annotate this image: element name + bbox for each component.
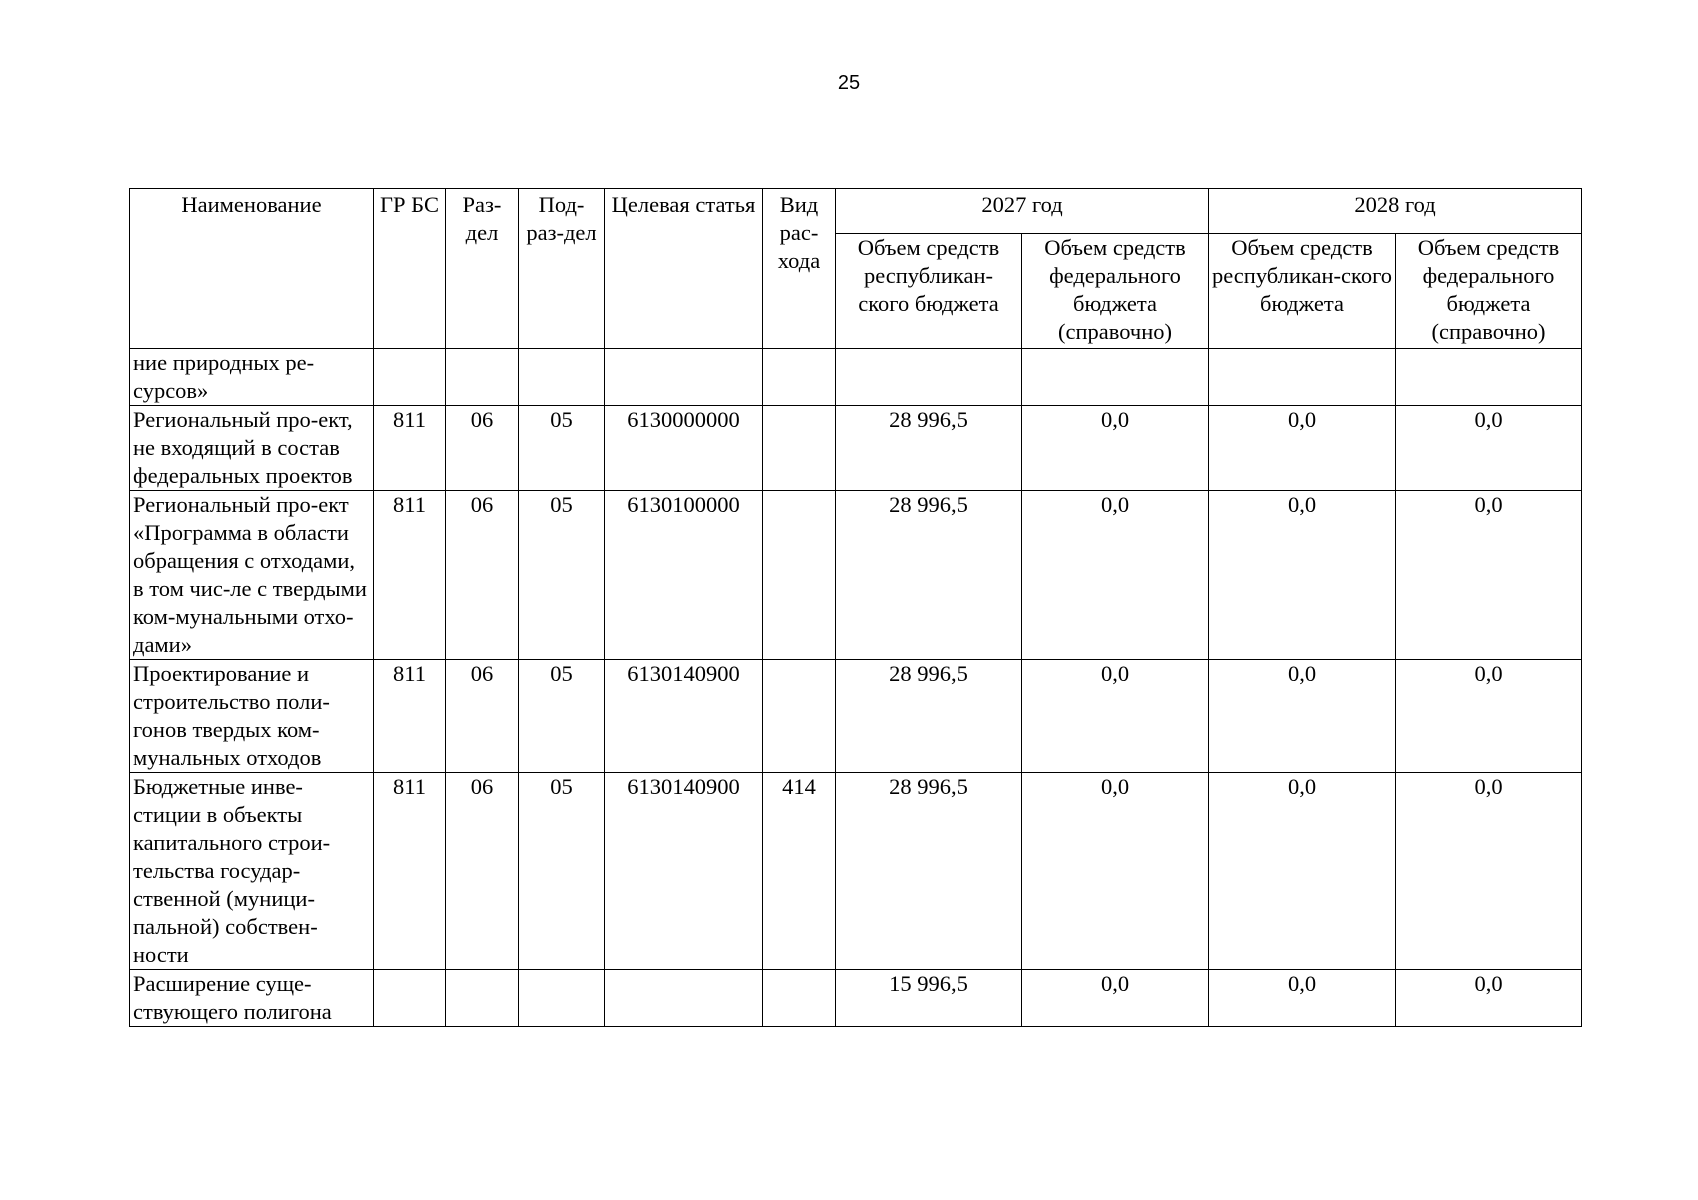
cell-grbs [374, 349, 446, 406]
table-row [130, 491, 1582, 660]
cell-fed-2028: 0,0 [1396, 970, 1582, 1027]
header-fed-budget-2028: Объем средств федерального бюджета (справочно) [1396, 234, 1582, 349]
cell-rep-2028: 0,0 [1209, 773, 1396, 970]
cell-razdel [446, 349, 519, 406]
cell-celevaya-statya: 6130000000 [605, 406, 763, 491]
table-body [130, 349, 1582, 1027]
cell-name: Региональный про-ект «Программа в области обращения с отходами, в том чис-ле с твердыми ком-мунальными отхо-дами» [130, 491, 374, 660]
table-header-row [130, 189, 1582, 234]
cell-grbs [374, 970, 446, 1027]
cell-rep-2028: 0,0 [1209, 406, 1396, 491]
cell-rep-2028: 0,0 [1209, 491, 1396, 660]
cell-rep-2027: 28 996,5 [836, 491, 1022, 660]
table-row [130, 970, 1582, 1027]
cell-podrazdel: 05 [519, 660, 605, 773]
cell-fed-2028: 0,0 [1396, 491, 1582, 660]
cell-fed-2028: 0,0 [1396, 660, 1582, 773]
header-vid-rashoda: Вид рас-хода [763, 189, 836, 349]
budget-table [129, 188, 1582, 1027]
cell-fed-2028: 0,0 [1396, 406, 1582, 491]
cell-celevaya-statya [605, 349, 763, 406]
table-row [130, 773, 1582, 970]
header-razdel: Раз-дел [446, 189, 519, 349]
cell-name: Бюджетные инве-стиции в объекты капитального строи-тельства государ-ственной (муници-пальной) собствен-ности [130, 773, 374, 970]
cell-fed-2027: 0,0 [1022, 660, 1209, 773]
cell-celevaya-statya [605, 970, 763, 1027]
header-rep-budget-2028: Объем средств республикан-ского бюджета [1209, 234, 1396, 349]
cell-celevaya-statya: 6130140900 [605, 660, 763, 773]
cell-celevaya-statya: 6130140900 [605, 773, 763, 970]
cell-grbs: 811 [374, 406, 446, 491]
header-rep-budget-2027: Объем средств республикан-ского бюджета [836, 234, 1022, 349]
cell-vid-rashoda [763, 491, 836, 660]
cell-vid-rashoda [763, 349, 836, 406]
cell-razdel: 06 [446, 491, 519, 660]
header-celevaya-statya: Целевая статья [605, 189, 763, 349]
cell-rep-2027: 28 996,5 [836, 660, 1022, 773]
cell-rep-2028: 0,0 [1209, 660, 1396, 773]
cell-vid-rashoda [763, 660, 836, 773]
cell-podrazdel: 05 [519, 491, 605, 660]
page-number: 25 [837, 72, 861, 94]
cell-razdel: 06 [446, 406, 519, 491]
header-year-2028: 2028 год [1209, 189, 1582, 234]
cell-fed-2027 [1022, 349, 1209, 406]
cell-vid-rashoda [763, 406, 836, 491]
cell-podrazdel [519, 349, 605, 406]
table-row [130, 406, 1582, 491]
cell-podrazdel [519, 970, 605, 1027]
header-grbs: ГР БС [374, 189, 446, 349]
table-row [130, 660, 1582, 773]
cell-podrazdel: 05 [519, 406, 605, 491]
cell-celevaya-statya: 6130100000 [605, 491, 763, 660]
cell-rep-2027 [836, 349, 1022, 406]
cell-rep-2028 [1209, 349, 1396, 406]
cell-name: Расширение суще-ствующего полигона [130, 970, 374, 1027]
cell-grbs: 811 [374, 660, 446, 773]
cell-razdel [446, 970, 519, 1027]
cell-name: Проектирование и строительство поли-гонов твердых ком-мунальных отходов [130, 660, 374, 773]
cell-rep-2027: 28 996,5 [836, 406, 1022, 491]
cell-fed-2028: 0,0 [1396, 773, 1582, 970]
cell-name: ние природных ре-сурсов» [130, 349, 374, 406]
table-row [130, 349, 1582, 406]
cell-razdel: 06 [446, 773, 519, 970]
header-name: Наименование [130, 189, 374, 349]
cell-vid-rashoda: 414 [763, 773, 836, 970]
header-podrazdel: Под-раз-дел [519, 189, 605, 349]
cell-fed-2027: 0,0 [1022, 491, 1209, 660]
header-fed-budget-2027: Объем средств федерального бюджета (справочно) [1022, 234, 1209, 349]
cell-fed-2028 [1396, 349, 1582, 406]
cell-vid-rashoda [763, 970, 836, 1027]
cell-podrazdel: 05 [519, 773, 605, 970]
cell-grbs: 811 [374, 491, 446, 660]
header-year-2027: 2027 год [836, 189, 1209, 234]
cell-rep-2028: 0,0 [1209, 970, 1396, 1027]
cell-rep-2027: 28 996,5 [836, 773, 1022, 970]
cell-fed-2027: 0,0 [1022, 970, 1209, 1027]
cell-name: Региональный про-ект, не входящий в состав федеральных проектов [130, 406, 374, 491]
cell-razdel: 06 [446, 660, 519, 773]
cell-fed-2027: 0,0 [1022, 406, 1209, 491]
cell-grbs: 811 [374, 773, 446, 970]
cell-rep-2027: 15 996,5 [836, 970, 1022, 1027]
cell-fed-2027: 0,0 [1022, 773, 1209, 970]
